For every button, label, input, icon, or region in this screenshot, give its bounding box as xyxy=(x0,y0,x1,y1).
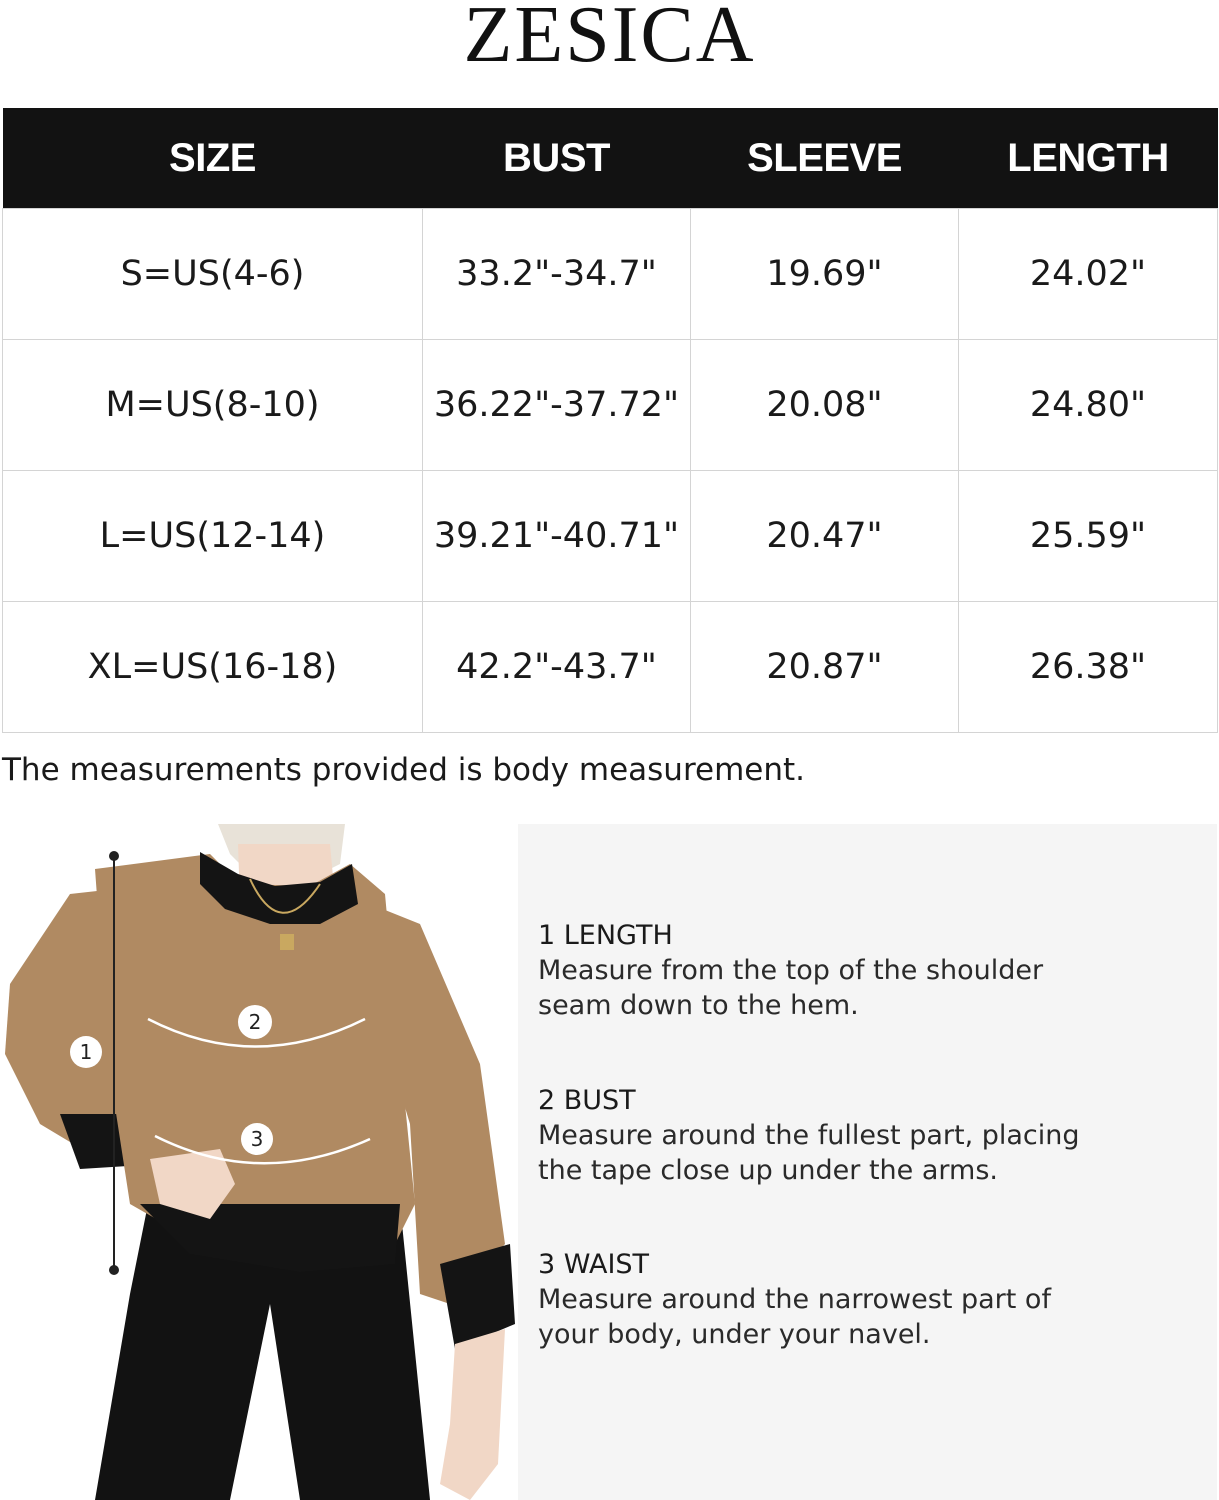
cell-size: L=US(12-14) xyxy=(3,471,423,602)
header-sleeve: SLEEVE xyxy=(691,108,959,209)
cell-sleeve: 20.08" xyxy=(691,340,959,471)
marker-2 xyxy=(238,1005,272,1039)
cell-length: 24.80" xyxy=(959,340,1218,471)
cell-size: M=US(8-10) xyxy=(3,340,423,471)
step-description-line: the tape close up under the arms. xyxy=(538,1155,998,1186)
step-description-line: Measure around the narrowest part of xyxy=(538,1284,1051,1315)
cell-bust: 33.2"-34.7" xyxy=(423,209,691,340)
right-hand xyxy=(440,1329,505,1500)
step-heading: 3 WAIST xyxy=(538,1249,650,1280)
cell-size: S=US(4-6) xyxy=(3,209,423,340)
measurement-note: The measurements provided is body measurement. xyxy=(2,752,806,788)
cell-bust: 39.21"-40.71" xyxy=(423,471,691,602)
step-heading: 2 BUST xyxy=(538,1085,636,1116)
header-size: SIZE xyxy=(3,108,423,209)
sweater-illustration xyxy=(0,824,518,1500)
step-description-line: seam down to the hem. xyxy=(538,990,859,1021)
length-bottom-dot xyxy=(109,1265,119,1275)
table-row xyxy=(3,471,1218,602)
length-top-dot xyxy=(109,851,119,861)
measurement-guide xyxy=(518,824,1217,1500)
svg-text:3: 3 xyxy=(250,1127,264,1151)
table-header-row xyxy=(3,108,1218,209)
guide-step-length xyxy=(538,919,1138,1023)
guide-step-bust xyxy=(538,1084,1138,1188)
step-description-line: your body, under your navel. xyxy=(538,1319,931,1350)
brand-logo: ZESICA xyxy=(463,0,756,79)
cell-sleeve: 19.69" xyxy=(691,209,959,340)
table-row xyxy=(3,209,1218,340)
step-description-line: Measure from the top of the shoulder xyxy=(538,955,1044,986)
header-length: LENGTH xyxy=(959,108,1218,209)
marker-3 xyxy=(241,1123,273,1155)
marker-1 xyxy=(70,1036,102,1068)
step-heading: 1 LENGTH xyxy=(538,920,673,951)
cell-bust: 36.22"-37.72" xyxy=(423,340,691,471)
model-photo xyxy=(0,824,518,1500)
header-bust: BUST xyxy=(423,108,691,209)
svg-text:2: 2 xyxy=(248,1010,262,1034)
cell-sleeve: 20.47" xyxy=(691,471,959,602)
size-chart-table xyxy=(2,108,1218,733)
cell-sleeve: 20.87" xyxy=(691,602,959,733)
svg-text:1: 1 xyxy=(79,1040,93,1064)
table-row xyxy=(3,340,1218,471)
necklace-pendant xyxy=(280,934,294,950)
guide-step-waist xyxy=(538,1248,1138,1352)
cell-size: XL=US(16-18) xyxy=(3,602,423,733)
cell-length: 25.59" xyxy=(959,471,1218,602)
cell-length: 26.38" xyxy=(959,602,1218,733)
step-description-line: Measure around the fullest part, placing xyxy=(538,1120,1080,1151)
cell-length: 24.02" xyxy=(959,209,1218,340)
cell-bust: 42.2"-43.7" xyxy=(423,602,691,733)
table-row xyxy=(3,602,1218,733)
